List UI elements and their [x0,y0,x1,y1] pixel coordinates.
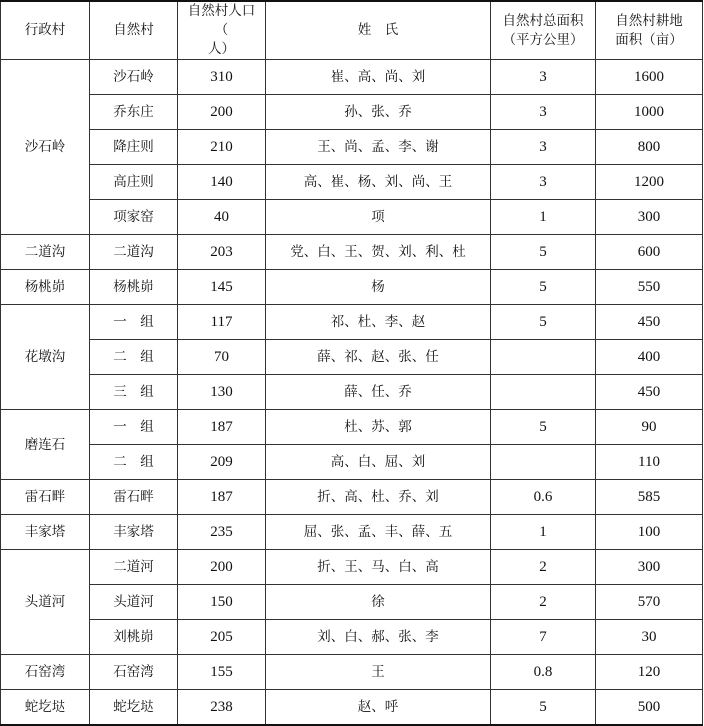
population-cell: 310 [178,60,266,95]
total-area-cell: 3 [491,60,596,95]
farmland-cell: 1000 [596,95,703,130]
surnames-cell: 薛、任、乔 [266,375,491,410]
total-area-cell: 5 [491,270,596,305]
farmland-cell: 450 [596,375,703,410]
table-row [1,60,703,95]
table-header [1,1,703,60]
admin-village-cell: 头道河 [1,550,90,655]
population-cell: 117 [178,305,266,340]
natural-village-cell: 蛇圪垯 [90,690,178,726]
admin-village-cell: 石窑湾 [1,655,90,690]
total-area-cell: 7 [491,620,596,655]
population-cell: 203 [178,235,266,270]
natural-village-cell: 降庄则 [90,130,178,165]
natural-village-cell: 二道河 [90,550,178,585]
table-row [1,340,703,375]
natural-village-cell: 一 组 [90,410,178,445]
surnames-cell: 王 [266,655,491,690]
farmland-cell: 585 [596,480,703,515]
admin-village-cell: 丰家塔 [1,515,90,550]
admin-village-cell: 沙石岭 [1,60,90,235]
surnames-cell: 孙、张、乔 [266,95,491,130]
natural-village-cell: 石窑湾 [90,655,178,690]
total-area-cell: 2 [491,585,596,620]
surnames-cell: 赵、呼 [266,690,491,726]
natural-village-cell: 乔东庄 [90,95,178,130]
header-admin-village: 行政村 [1,1,90,60]
surnames-cell: 杨 [266,270,491,305]
population-cell: 187 [178,480,266,515]
population-cell: 238 [178,690,266,726]
admin-village-cell: 雷石畔 [1,480,90,515]
farmland-cell: 90 [596,410,703,445]
natural-village-cell: 二 组 [90,445,178,480]
population-cell: 70 [178,340,266,375]
population-cell: 235 [178,515,266,550]
table-row [1,480,703,515]
population-cell: 145 [178,270,266,305]
table-row [1,585,703,620]
total-area-cell: 1 [491,200,596,235]
farmland-cell: 100 [596,515,703,550]
natural-village-cell: 丰家塔 [90,515,178,550]
population-cell: 150 [178,585,266,620]
table-row [1,550,703,585]
total-area-cell: 2 [491,550,596,585]
total-area-cell [491,340,596,375]
admin-village-cell: 花墩沟 [1,305,90,410]
table-row [1,620,703,655]
total-area-cell: 0.6 [491,480,596,515]
natural-village-cell: 项家窑 [90,200,178,235]
farmland-cell: 30 [596,620,703,655]
table-row [1,655,703,690]
farmland-cell: 1600 [596,60,703,95]
surnames-cell: 屈、张、孟、丰、薛、五 [266,515,491,550]
header-population: 自然村人口（ 人） [178,1,266,60]
table-row [1,375,703,410]
surnames-cell: 祁、杜、李、赵 [266,305,491,340]
natural-village-cell: 杨桃峁 [90,270,178,305]
admin-village-cell: 磨连石 [1,410,90,480]
surnames-cell: 刘、白、郝、张、李 [266,620,491,655]
population-cell: 130 [178,375,266,410]
table-row [1,515,703,550]
total-area-cell [491,375,596,410]
surnames-cell: 党、白、王、贺、刘、利、杜 [266,235,491,270]
natural-village-cell: 高庄则 [90,165,178,200]
table-row [1,690,703,726]
surnames-cell: 薛、祁、赵、张、任 [266,340,491,375]
surnames-cell: 高、白、屈、刘 [266,445,491,480]
natural-village-cell: 沙石岭 [90,60,178,95]
population-cell: 209 [178,445,266,480]
surnames-cell: 折、高、杜、乔、刘 [266,480,491,515]
table-row [1,305,703,340]
table-row [1,165,703,200]
surnames-cell: 杜、苏、郭 [266,410,491,445]
population-cell: 140 [178,165,266,200]
surnames-cell: 徐 [266,585,491,620]
total-area-cell: 5 [491,235,596,270]
table-row [1,95,703,130]
farmland-cell: 120 [596,655,703,690]
surnames-cell: 折、王、马、白、高 [266,550,491,585]
farmland-cell: 600 [596,235,703,270]
farmland-cell: 450 [596,305,703,340]
total-area-cell: 3 [491,95,596,130]
table-row [1,270,703,305]
table-body [1,60,703,726]
total-area-cell: 5 [491,305,596,340]
farmland-cell: 550 [596,270,703,305]
natural-village-cell: 二道沟 [90,235,178,270]
farmland-cell: 400 [596,340,703,375]
admin-village-cell: 杨桃峁 [1,270,90,305]
surnames-cell: 崔、高、尚、刘 [266,60,491,95]
total-area-cell: 0.8 [491,655,596,690]
total-area-cell: 5 [491,410,596,445]
population-cell: 205 [178,620,266,655]
farmland-cell: 300 [596,550,703,585]
population-cell: 210 [178,130,266,165]
natural-village-cell: 一 组 [90,305,178,340]
total-area-cell: 3 [491,130,596,165]
natural-village-cell: 三 组 [90,375,178,410]
table-row [1,235,703,270]
header-total-area: 自然村总面积 （平方公里） [491,1,596,60]
farmland-cell: 800 [596,130,703,165]
total-area-cell: 5 [491,690,596,726]
header-surnames: 姓 氏 [266,1,491,60]
table-row [1,410,703,445]
population-cell: 200 [178,550,266,585]
natural-village-cell: 刘桃峁 [90,620,178,655]
table-row [1,130,703,165]
surnames-cell: 王、尚、孟、李、谢 [266,130,491,165]
population-cell: 40 [178,200,266,235]
farmland-cell: 1200 [596,165,703,200]
surnames-cell: 项 [266,200,491,235]
population-cell: 155 [178,655,266,690]
farmland-cell: 500 [596,690,703,726]
surnames-cell: 高、崔、杨、刘、尚、王 [266,165,491,200]
admin-village-cell: 蛇圪垯 [1,690,90,726]
population-cell: 200 [178,95,266,130]
farmland-cell: 110 [596,445,703,480]
admin-village-cell: 二道沟 [1,235,90,270]
population-cell: 187 [178,410,266,445]
header-row [1,1,703,60]
header-natural-village: 自然村 [90,1,178,60]
natural-village-cell: 二 组 [90,340,178,375]
natural-village-cell: 雷石畔 [90,480,178,515]
total-area-cell: 3 [491,165,596,200]
table-row [1,200,703,235]
total-area-cell: 1 [491,515,596,550]
farmland-cell: 300 [596,200,703,235]
farmland-cell: 570 [596,585,703,620]
natural-village-cell: 头道河 [90,585,178,620]
table-row [1,445,703,480]
header-farmland: 自然村耕地 面积（亩） [596,1,703,60]
total-area-cell [491,445,596,480]
